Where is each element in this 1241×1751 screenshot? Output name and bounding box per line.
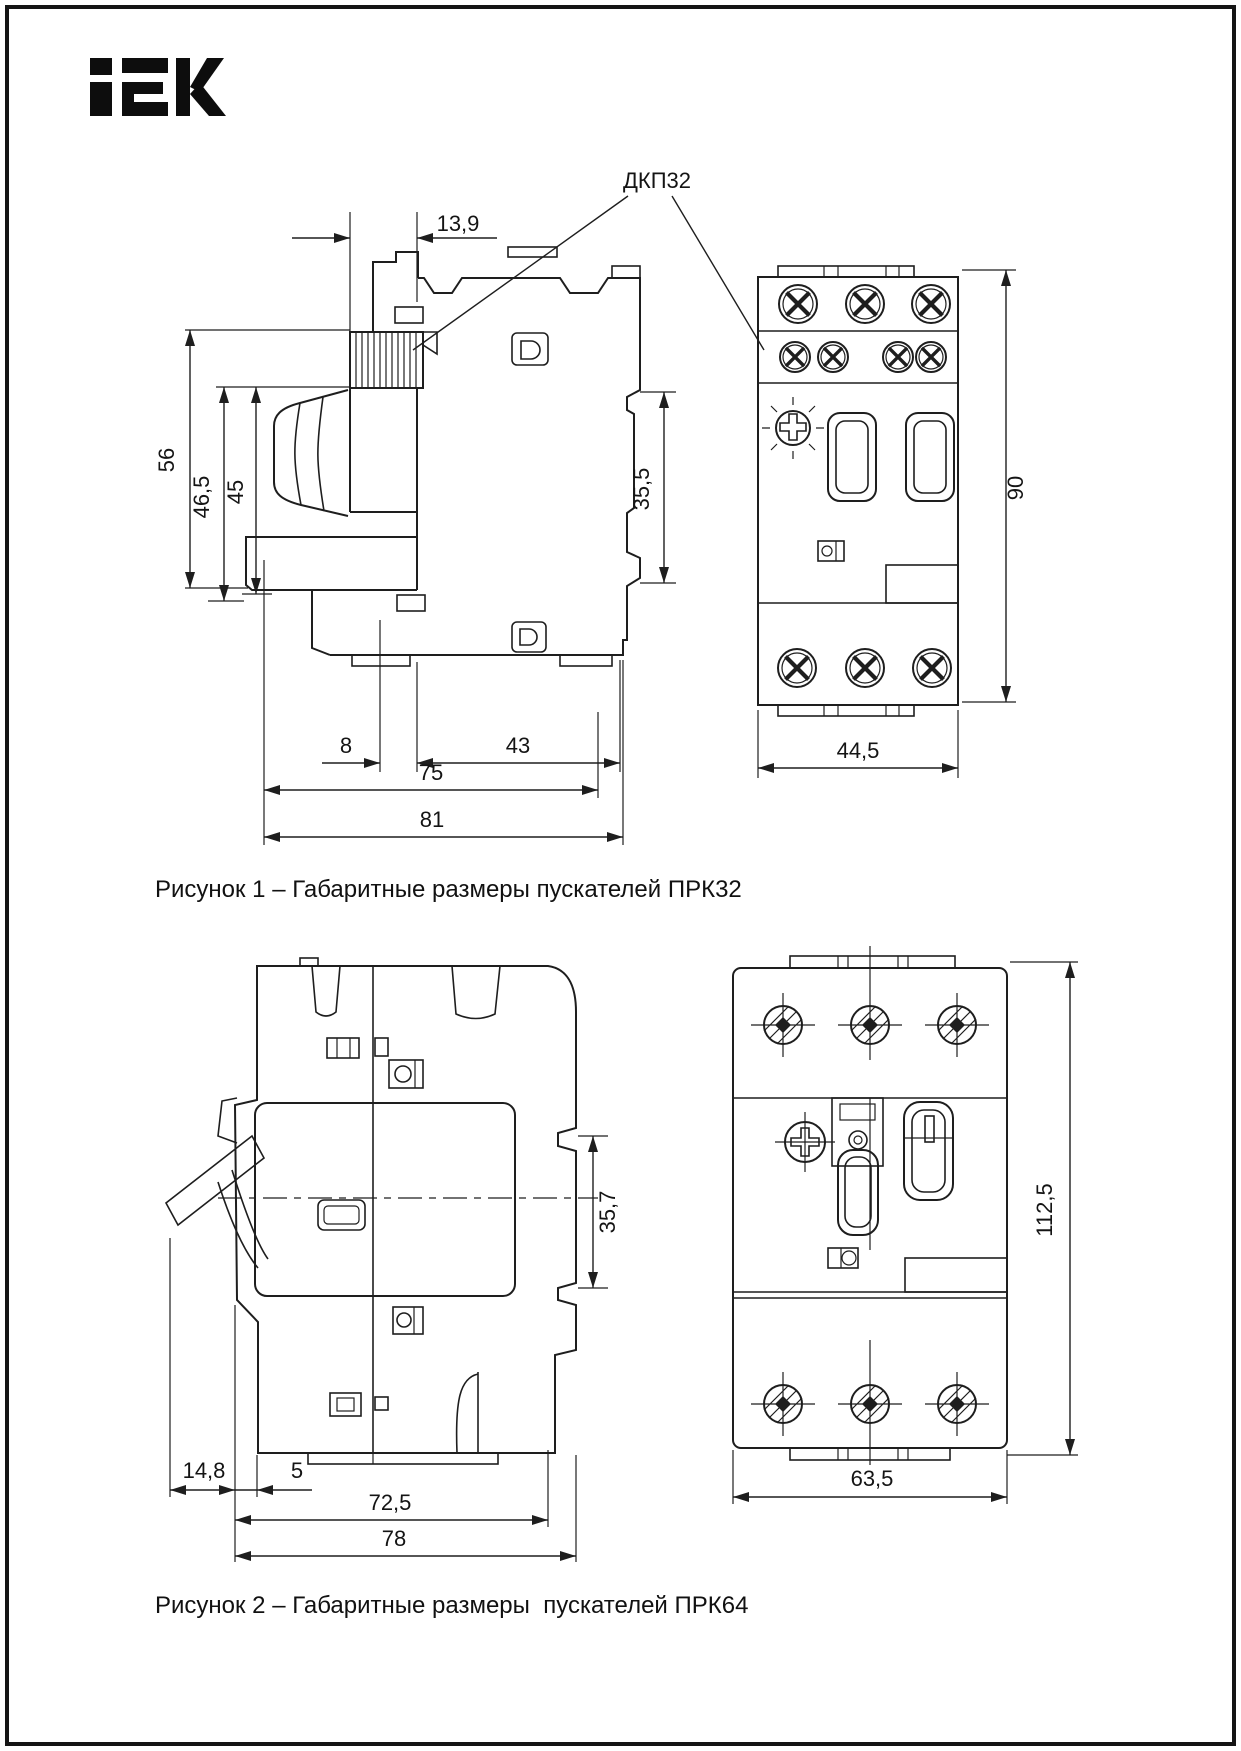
fig2-lever xyxy=(166,1098,268,1268)
fig1-label-area xyxy=(886,565,958,603)
figure1-caption: Рисунок 1 – Габаритные размеры пускателей ПРК32 xyxy=(155,876,742,903)
fig2-dimensions xyxy=(170,962,1078,1562)
fig2-latch-lower xyxy=(330,1307,478,1453)
dim-fig2-front-step: 5 xyxy=(290,1458,304,1483)
fig1-indicator xyxy=(818,541,844,561)
dim-fig1-base-offset: 8 xyxy=(339,733,353,758)
fig1-screws-aux xyxy=(780,342,946,372)
dim-fig1-top-width: 13,9 xyxy=(436,211,480,236)
fig2-indicator xyxy=(828,1248,858,1268)
fig1-side-view xyxy=(246,247,640,666)
fig1-top-tabs xyxy=(778,266,914,277)
dim-fig1-body-depth: 43 xyxy=(505,733,531,758)
fig2-body-outline xyxy=(235,966,576,1453)
figure2-prk64 xyxy=(166,946,1078,1562)
dim-fig1-body-height: 45 xyxy=(223,479,248,505)
dim-fig2-front-height: 112,5 xyxy=(1032,1183,1057,1237)
fig1-front-view xyxy=(758,266,958,716)
dim-fig2-mid-depth: 72,5 xyxy=(368,1490,412,1515)
fig1-bottom-tabs xyxy=(778,705,914,716)
dim-fig1-front-height: 90 xyxy=(1003,475,1028,501)
fig2-side-view xyxy=(166,958,598,1464)
fig1-screws-top xyxy=(779,285,950,323)
fig1-terminal-top xyxy=(512,333,548,365)
fig1-base xyxy=(246,537,417,590)
figure2-caption: Рисунок 2 – Габаритные размеры пускателей ПРК64 xyxy=(155,1592,749,1619)
fig2-feet xyxy=(308,1453,498,1464)
fig1-adjust-dial xyxy=(762,397,824,459)
dim-fig2-din-height: 35,7 xyxy=(595,1190,620,1234)
dim-fig2-lever-offset: 14,8 xyxy=(182,1458,226,1483)
fig1-knob xyxy=(274,390,348,516)
fig1-part-label: ДКП32 xyxy=(623,168,691,193)
dim-fig2-total-depth: 78 xyxy=(381,1526,407,1551)
fig2-contact-module xyxy=(255,1103,515,1296)
fig1-ribbed-block xyxy=(350,332,437,388)
dim-fig1-total-depth: 81 xyxy=(419,807,445,832)
figure1-prk32 xyxy=(154,168,1028,845)
fig2-buttons xyxy=(832,1098,953,1235)
dim-fig1-din-height: 35,5 xyxy=(629,467,654,511)
fig2-adjust-screw xyxy=(775,1112,835,1172)
dim-fig1-total-height: 56 xyxy=(154,447,179,473)
fig1-screws-bottom xyxy=(778,649,951,687)
fig2-latch-upper xyxy=(327,1038,423,1088)
fig1-buttons xyxy=(828,413,954,501)
fig1-dimensions xyxy=(154,211,1028,845)
fig2-label-area xyxy=(905,1258,1007,1292)
fig1-din-clip-profile xyxy=(330,278,640,655)
dim-fig1-mid-depth: 75 xyxy=(418,760,444,785)
fig2-top-tabs xyxy=(790,956,955,968)
dim-fig2-front-width: 63,5 xyxy=(850,1466,894,1491)
dim-fig1-front-width: 44,5 xyxy=(836,738,880,763)
dim-fig1-mid-height: 46,5 xyxy=(189,475,214,519)
fig2-front-view xyxy=(733,946,1007,1465)
fig1-terminal-bottom xyxy=(512,622,546,652)
